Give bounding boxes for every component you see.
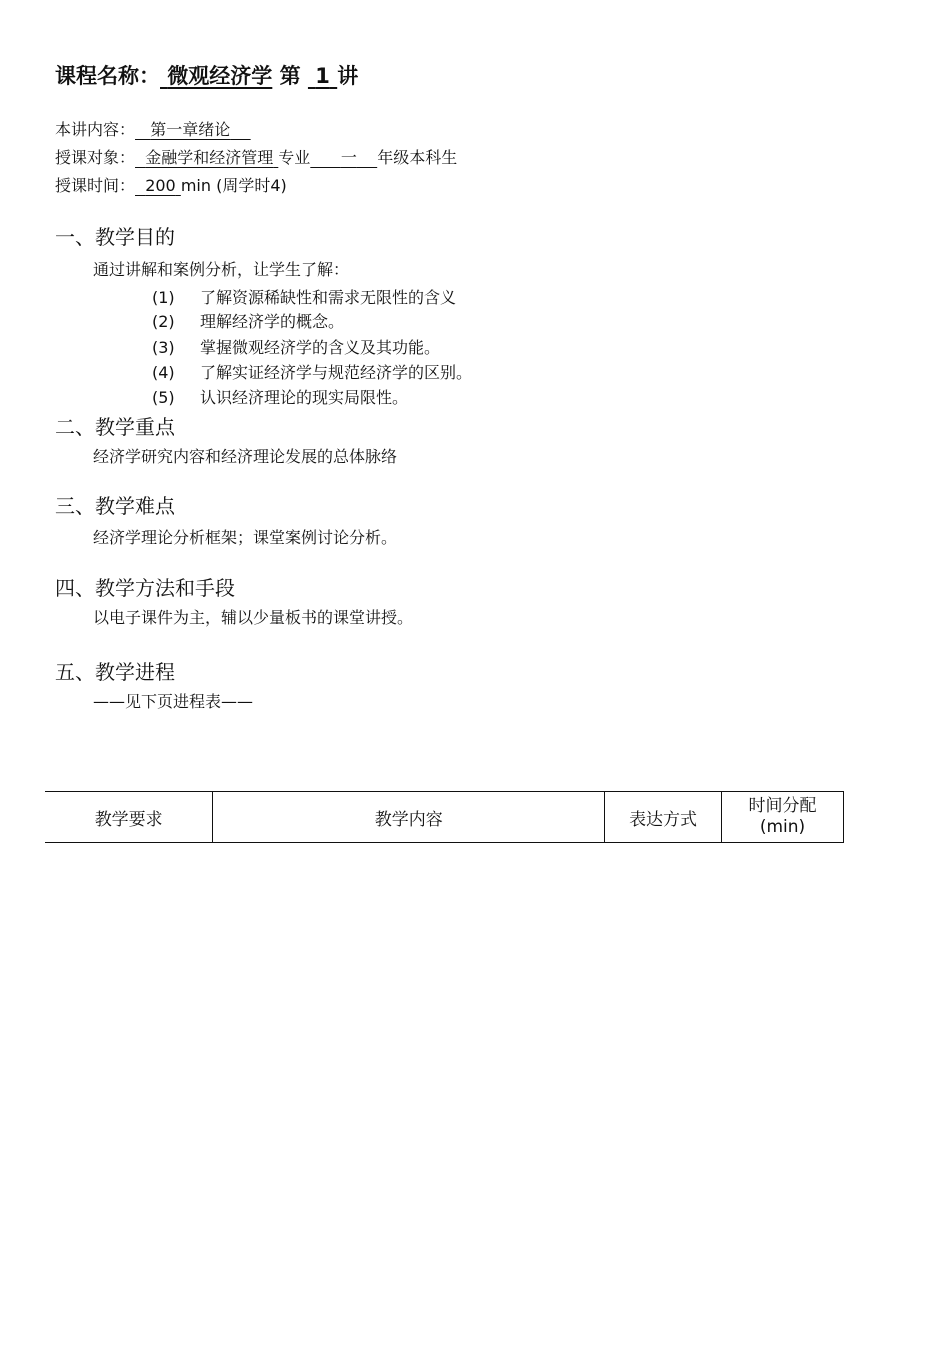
lecture-content-value: 第一章绪论 (150, 120, 231, 139)
objective-item (152, 335, 440, 358)
time-label: 授课时间： (55, 176, 136, 195)
objective-text: 掌握微观经济学的含义及其功能。 (200, 338, 441, 357)
objective-number: (5) (152, 388, 175, 407)
key-points-heading: 二、教学重点 (55, 415, 175, 439)
key-points-text: 经济学研究内容和经济理论发展的总体脉络 (93, 447, 398, 466)
header-expression-method: 表达方式 (605, 792, 722, 843)
lecture-suffix: 讲 (337, 64, 359, 88)
methods-heading: 四、教学方法和手段 (55, 576, 235, 600)
progress-note: ——见下页进程表—— (93, 692, 254, 711)
course-title (55, 60, 358, 90)
objectives-intro: 通过讲解和案例分析，让学生了解： (93, 260, 350, 279)
objective-number: (3) (152, 338, 175, 357)
objective-number: (1) (152, 288, 175, 307)
progress-table-header-row (45, 792, 844, 843)
time-suffix: min (周学时4) (180, 176, 287, 195)
lecture-prefix: 第 (272, 64, 308, 88)
time-value: 200 (145, 176, 176, 195)
audience-label: 授课对象： (55, 148, 136, 167)
objective-number: (4) (152, 363, 175, 382)
time-allocation-unit: (min) (759, 817, 806, 837)
objective-item (152, 285, 456, 308)
lecture-content-label: 本讲内容： (55, 120, 136, 139)
objective-text: 认识经济理论的现实局限性。 (200, 388, 409, 407)
lecture-content-line (55, 117, 251, 140)
objective-text: 了解实证经济学与规范经济学的区别。 (200, 363, 473, 382)
objectives-heading: 一、教学目的 (55, 225, 175, 249)
progress-table (45, 791, 844, 843)
audience-line (55, 145, 457, 168)
difficulties-text: 经济学理论分析框架；课堂案例讨论分析。 (93, 528, 398, 547)
time-allocation-label: 时间分配 (748, 796, 817, 816)
objective-text: 理解经济学的概念。 (200, 312, 345, 331)
audience-grade: 一 (340, 148, 357, 167)
header-time-allocation (722, 792, 844, 843)
lecture-number: 1 (315, 64, 330, 88)
audience-major: 金融学和经济管理 (145, 148, 274, 167)
course-name: 微观经济学 (167, 64, 273, 88)
objective-number: (2) (152, 312, 175, 331)
progress-heading: 五、教学进程 (55, 660, 175, 684)
objective-item (152, 385, 408, 408)
objective-text: 了解资源稀缺性和需求无限性的含义 (200, 288, 457, 307)
methods-text: 以电子课件为主，辅以少量板书的课堂讲授。 (93, 608, 414, 627)
time-line (55, 173, 287, 196)
header-teaching-content: 教学内容 (213, 792, 605, 843)
difficulties-heading: 三、教学难点 (55, 494, 175, 518)
audience-grade-suffix: 年级本科生 (377, 148, 458, 167)
audience-major-suffix: 专业 (278, 148, 311, 167)
course-title-label: 课程名称： (55, 64, 160, 88)
header-teaching-requirements: 教学要求 (45, 792, 213, 843)
objective-item (152, 360, 472, 383)
objective-item (152, 309, 344, 332)
